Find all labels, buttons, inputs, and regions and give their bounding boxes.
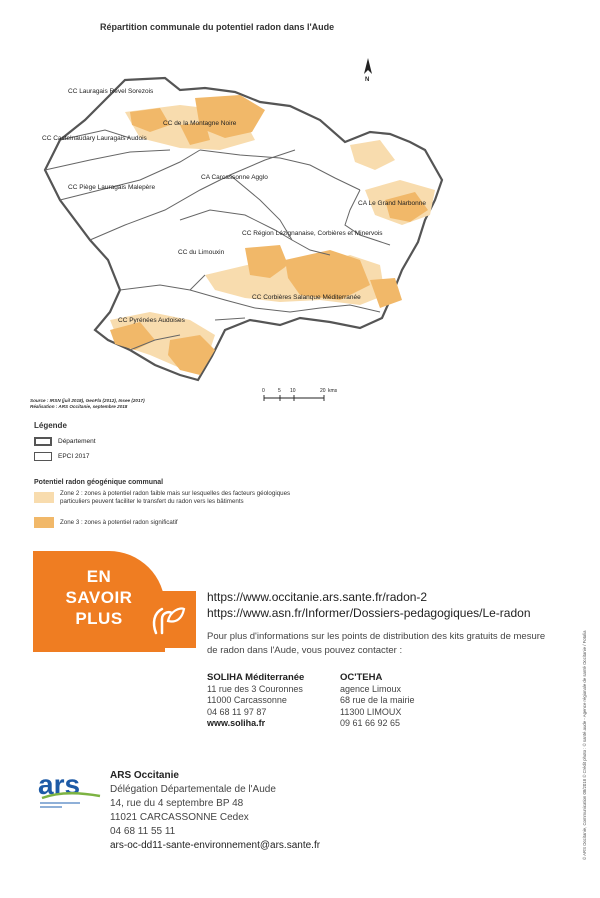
link-ars-radon[interactable]: https://www.occitanie.ars.sante.fr/radon-2 bbox=[207, 590, 428, 604]
label-pyrenees-audoises: CC Pyrénées Audoises bbox=[118, 317, 185, 324]
zone3-text: Zone 3 : zones à potentiel radon significatif bbox=[60, 519, 178, 526]
label-carcassonne: CA Carcassonne Agglo bbox=[201, 174, 268, 181]
zone2-text: Zone 2 : zones à potentiel radon faible mais sur lesquelles des facteurs géologiques particuliers peuvent faciliter le transfert du radon vers les bâtiments bbox=[60, 490, 291, 505]
label-corbieres-salanque: CC Corbières Salanque Méditerranée bbox=[252, 294, 361, 301]
ars-address-1: 14, rue du 4 septembre BP 48 bbox=[110, 798, 244, 809]
zone2-swatch bbox=[34, 492, 54, 503]
ars-delegation: Délégation Départementale de l'Aude bbox=[110, 784, 276, 795]
soliha-website-link[interactable]: www.soliha.fr bbox=[207, 718, 266, 728]
svg-text:10: 10 bbox=[290, 388, 296, 394]
north-arrow-icon bbox=[364, 58, 372, 83]
svg-text:ars: ars bbox=[38, 770, 81, 800]
label-piege-lauragais: CC Piège Lauragais Malepère bbox=[68, 184, 156, 191]
ars-phone: 04 68 11 55 11 bbox=[110, 826, 176, 837]
label-castelnaudary: CC Castelnaudary Lauragais Audois bbox=[42, 135, 147, 142]
link-asn-radon[interactable]: https://www.asn.fr/Informer/Dossiers-pedagogiques/Le-radon bbox=[207, 606, 531, 620]
contact-name: OC'TEHA bbox=[340, 672, 383, 683]
ars-name: ARS Occitanie bbox=[110, 770, 179, 781]
leaf-badge bbox=[138, 591, 196, 648]
map-source bbox=[30, 398, 145, 410]
legend-epci bbox=[34, 452, 89, 461]
source-line: Source : IRSN (juil 2018), GeoFla (2012), Insee (2017) bbox=[30, 398, 145, 403]
links-block bbox=[207, 589, 531, 621]
more-info-text: Pour plus d'informations sur les points de distribution des kits gratuits de mesure de radon dans l'Aude, vous pouvez contacter : bbox=[207, 631, 546, 656]
contact-octeha: OC'TEHA agence Limoux 68 rue de la mairie 11300 LIMOUX 09 61 66 92 65 bbox=[340, 672, 415, 728]
epci-swatch bbox=[34, 452, 52, 461]
zone3-swatch bbox=[34, 517, 54, 528]
departement-swatch bbox=[34, 437, 52, 446]
legend-departement bbox=[34, 437, 96, 446]
contact-soliha: SOLIHA Méditerranée 11 rue des 3 Couronnes 11000 Carcassonne 04 68 11 97 87 www.soliha.fr bbox=[207, 672, 305, 728]
ars-logo-icon bbox=[38, 770, 104, 810]
ars-contact-block bbox=[110, 769, 320, 853]
contact-name: SOLIHA Méditerranée bbox=[207, 672, 305, 683]
scale-bar bbox=[262, 386, 352, 406]
north-label: N bbox=[365, 77, 370, 83]
svg-text:kms: kms bbox=[328, 388, 338, 394]
legend-title: Légende bbox=[34, 421, 67, 430]
side-credit: © ARS Occitanie, Communication 08/2018 © Crédit photo : © santé.aude - Agence régionale de santé Occitanie / Fotolia bbox=[582, 630, 587, 860]
potential-title: Potentiel radon géogénique communal bbox=[34, 479, 164, 486]
epci-label: EPCI 2017 bbox=[58, 453, 90, 460]
label-limouxin: CC du Limouxin bbox=[178, 249, 225, 256]
ars-email-link[interactable]: ars-oc-dd11-sante-environnement@ars.sante.fr bbox=[110, 840, 321, 851]
aude-map bbox=[30, 50, 450, 390]
svg-text:20: 20 bbox=[320, 388, 326, 394]
leaf-icon bbox=[138, 591, 196, 648]
svg-text:0: 0 bbox=[262, 388, 265, 394]
label-grand-narbonne: CA Le Grand Narbonne bbox=[358, 200, 426, 207]
departement-label: Département bbox=[58, 438, 96, 445]
map-title: Répartition communale du potentiel radon dans l'Aude bbox=[100, 22, 335, 32]
en-savoir-plus-text: EN SAVOIR PLUS bbox=[65, 567, 133, 628]
ars-address-2: 11021 CARCASSONNE Cedex bbox=[110, 812, 249, 823]
ars-logo bbox=[38, 770, 104, 815]
label-lauragais-revel: CC Lauragais Revel Sorezois bbox=[68, 88, 154, 95]
svg-text:5: 5 bbox=[278, 388, 281, 394]
label-lezignanaise: CC Région Lézignanaise, Corbières et Minervois bbox=[242, 230, 383, 237]
realisation-line: Réalisation : ARS Occitanie, septembre 2018 bbox=[30, 404, 128, 409]
label-montagne-noire: CC de la Montagne Noire bbox=[163, 120, 237, 127]
